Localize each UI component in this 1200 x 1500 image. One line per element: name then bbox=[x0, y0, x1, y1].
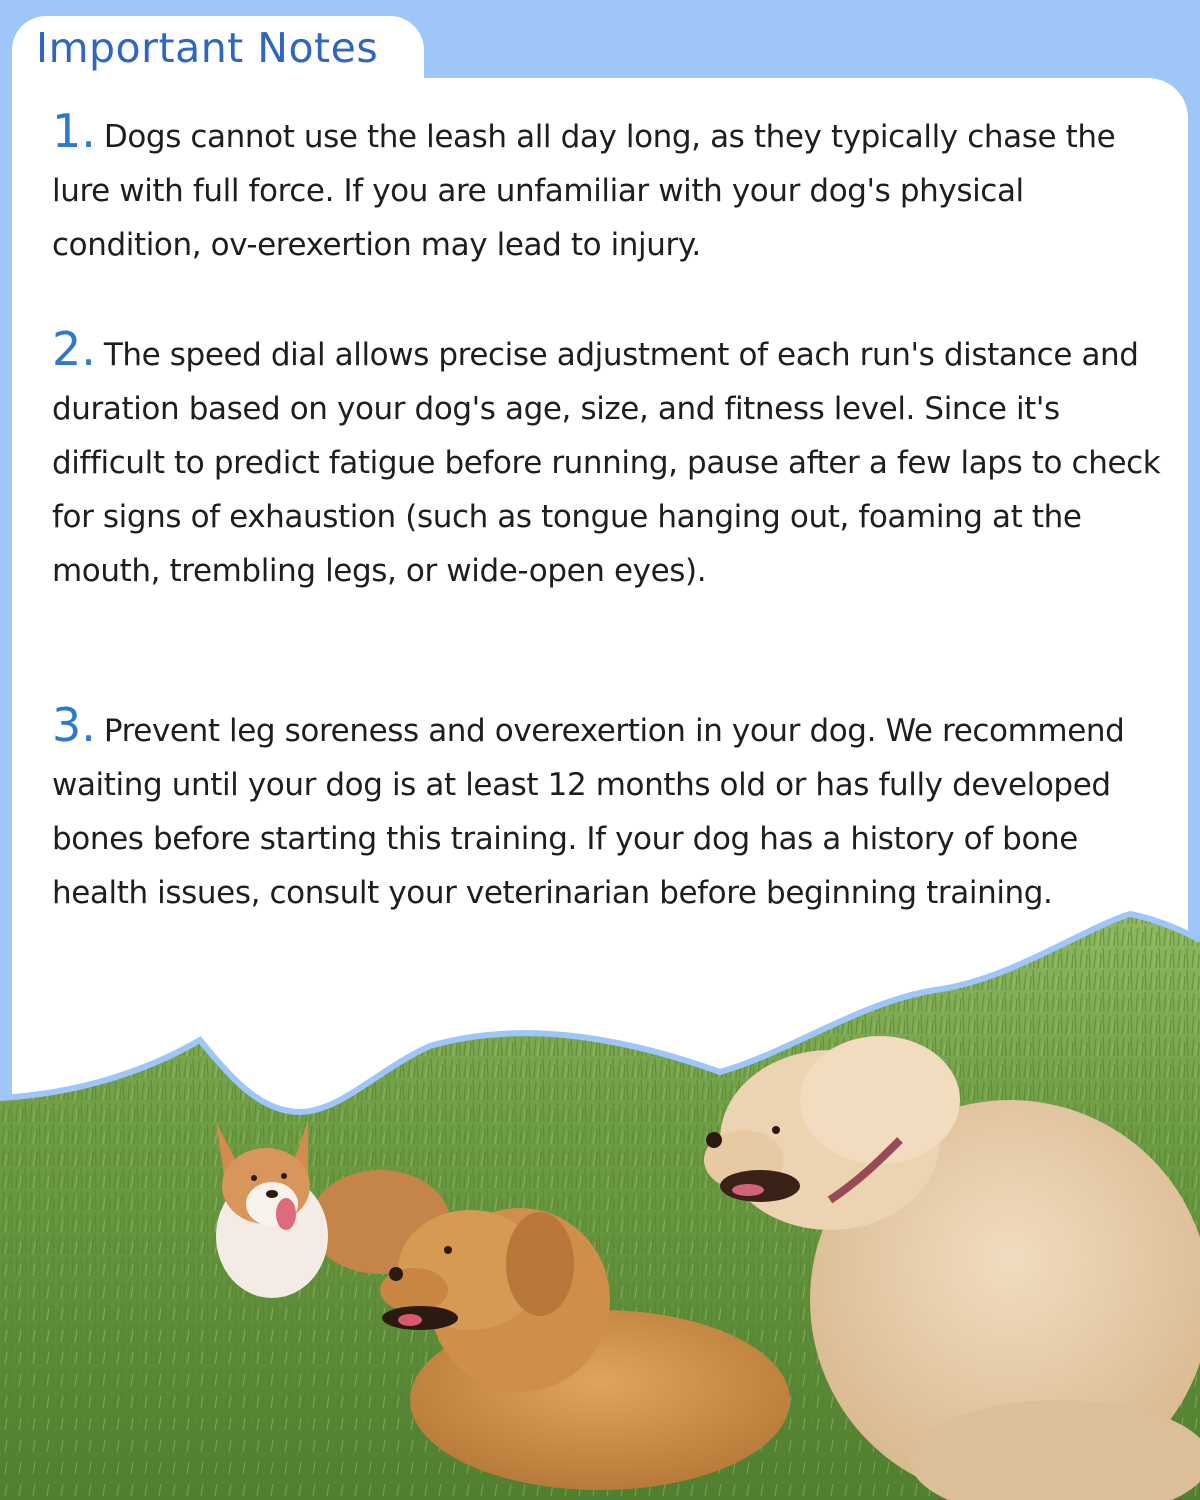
note-text: The speed dial allows precise adjustment of each run's distance and duration based on your dog's age, size, and fitness level. Since it's difficult to predict fatigue before running, pause after a few laps to check for signs of exhaustion (such as tongue hanging out, foaming at the mouth, trembling legs, or wide-open eyes). bbox=[52, 337, 1161, 589]
note-number: 1. bbox=[52, 104, 96, 158]
note-text: Dogs cannot use the leash all day long, as they typically chase the lure with full force. If you are unfamiliar with your dog's physical condition, ov-erexertion may lead to injury. bbox=[52, 119, 1116, 263]
note-item bbox=[52, 698, 1172, 920]
note-item bbox=[52, 104, 1172, 272]
page-title: Important Notes bbox=[36, 24, 379, 72]
note-text: Prevent leg soreness and overexertion in your dog. We recommend waiting until your dog is at least 12 months old or has fully developed bones before starting this training. If your dog has a history of bone health issues, consult your veterinarian before beginning training. bbox=[52, 713, 1125, 911]
note-number: 2. bbox=[52, 322, 96, 376]
note-number: 3. bbox=[52, 698, 96, 752]
note-item bbox=[52, 322, 1172, 598]
